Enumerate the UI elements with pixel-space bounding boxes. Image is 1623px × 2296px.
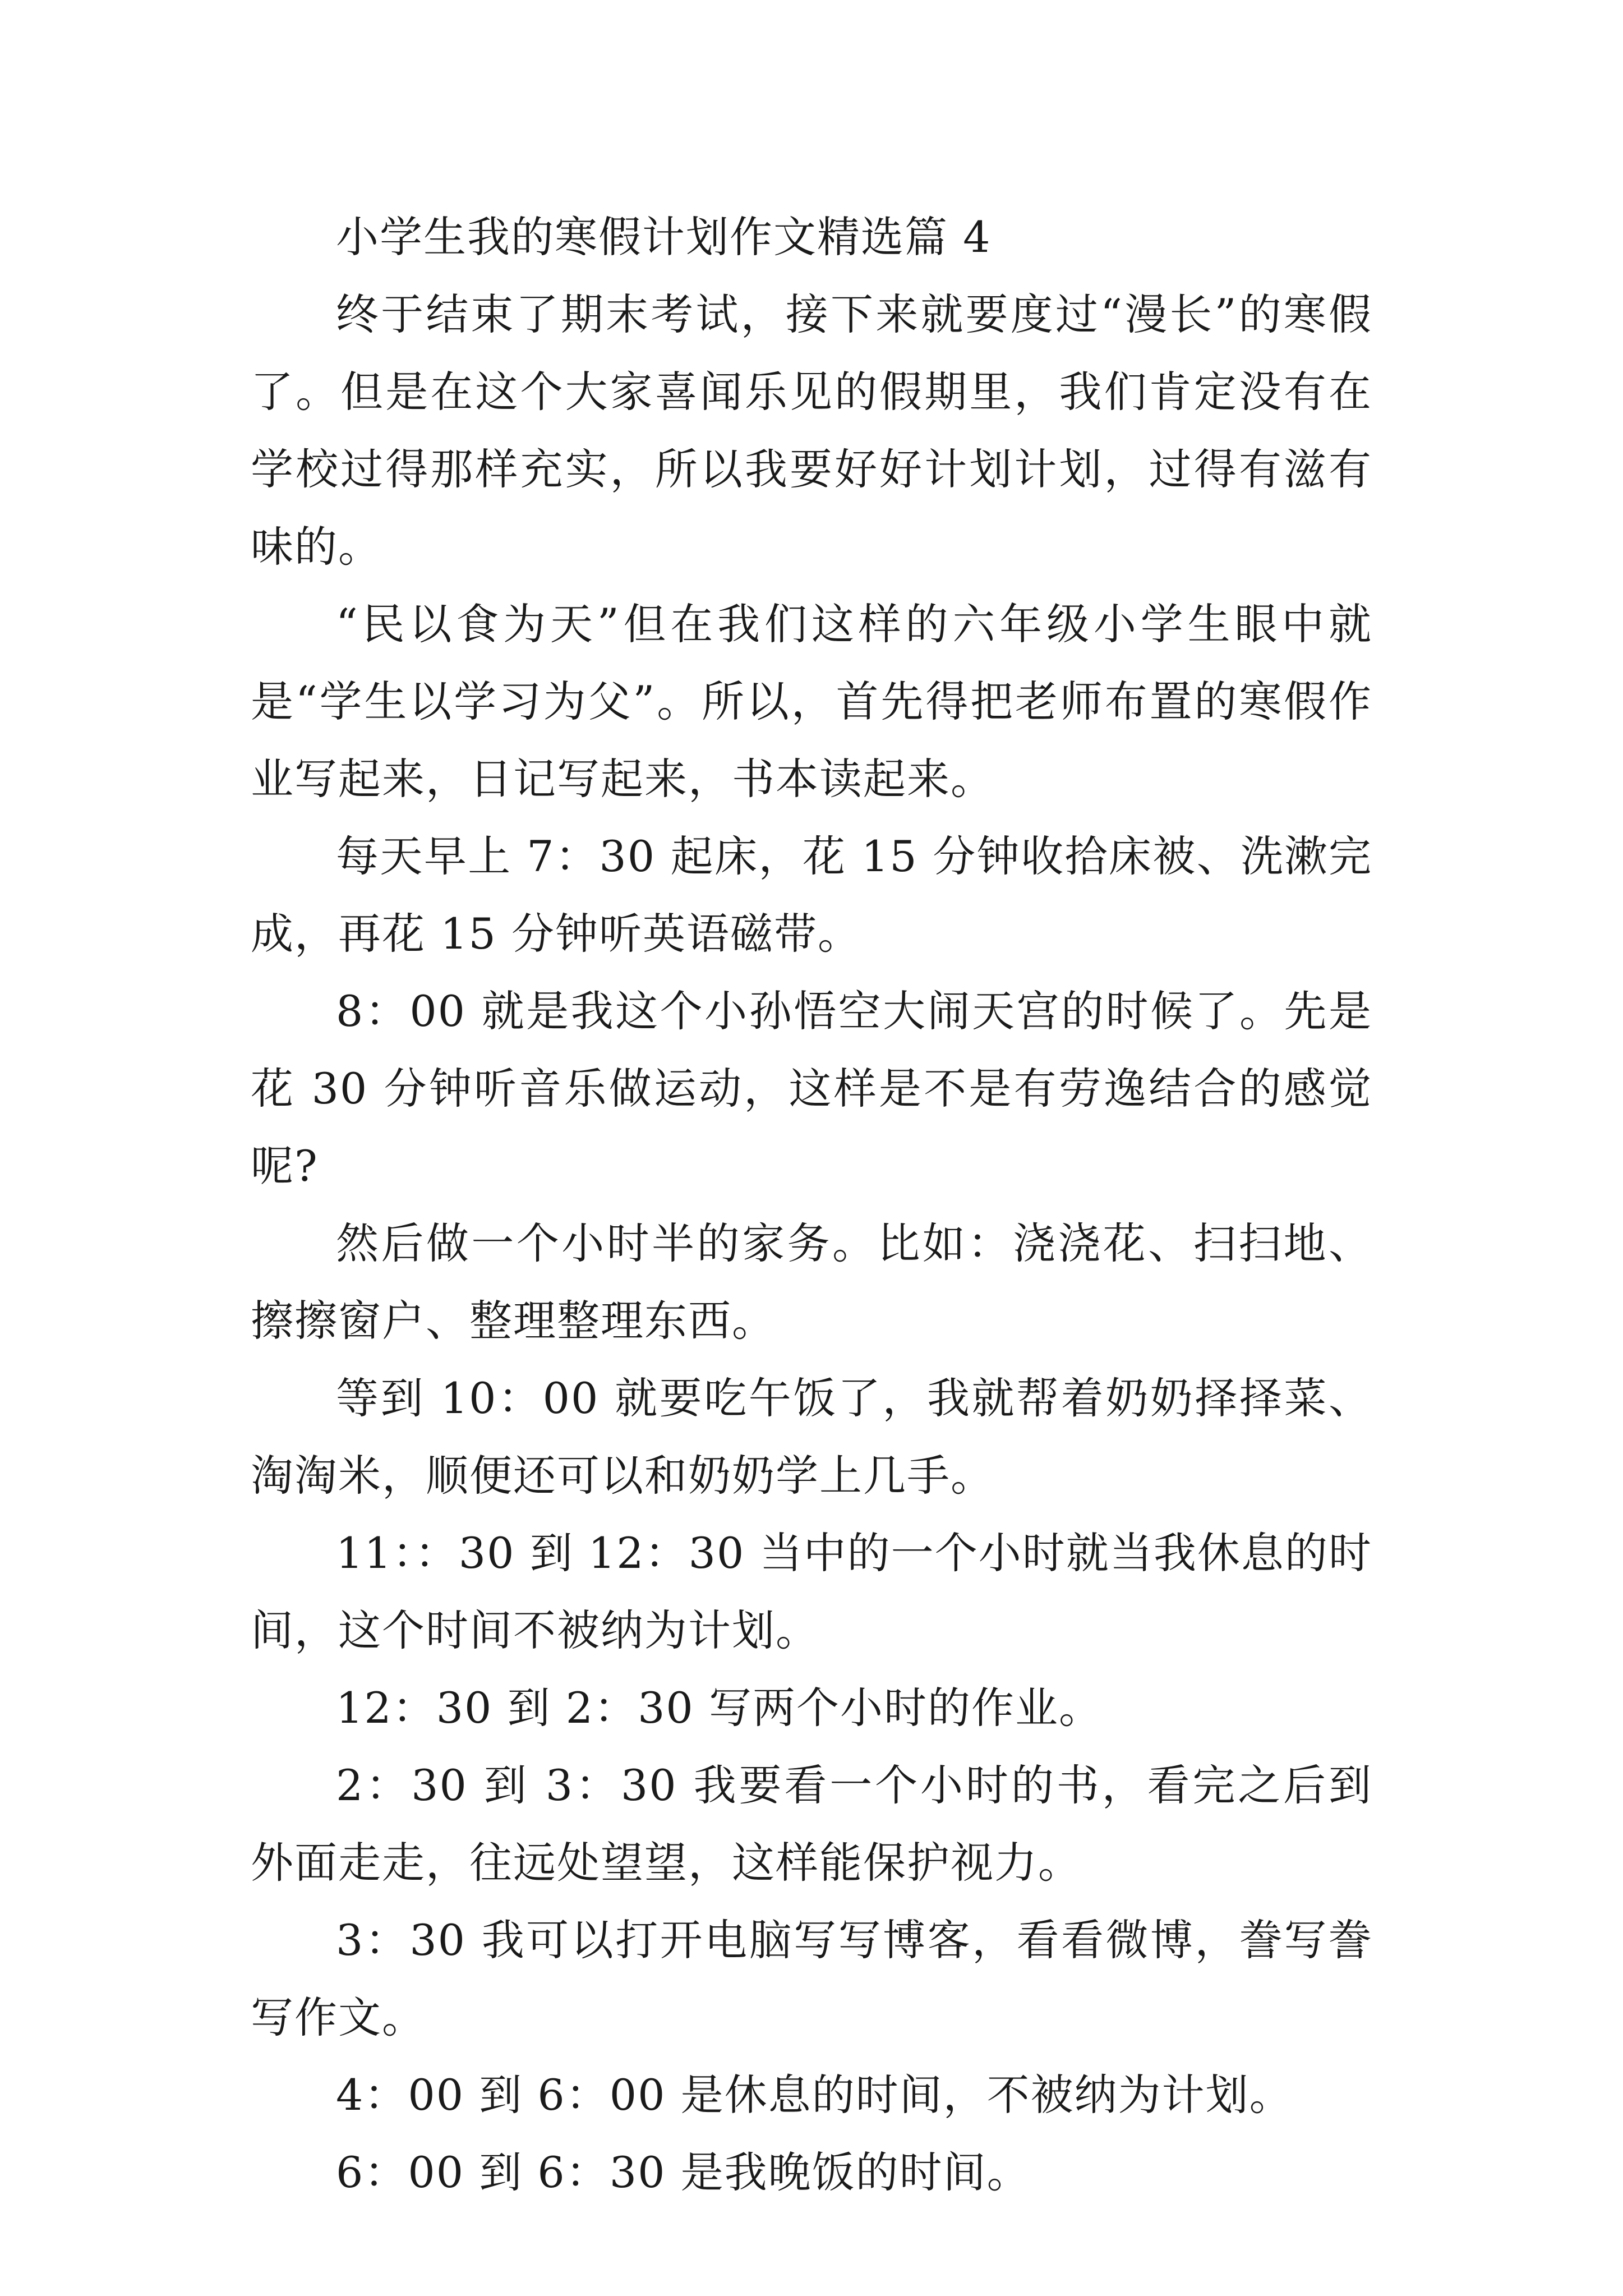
paragraph: 终于结束了期末考试，接下来就要度过“漫长”的寒假了。但是在这个大家喜闻乐见的假期里，我们肯定没有在学校过得那样充实，所以我要好好计划计划，过得有滋有味的。 <box>251 289 1372 572</box>
document-title: 小学生我的寒假计划作文精选篇 4 <box>336 212 992 262</box>
paragraph: 3：30 我可以打开电脑写写博客，看看微博，誊写誊写作文。 <box>251 1915 1372 2042</box>
paragraph: 11：：30 到 12：30 当中的一个小时就当我休息的时间，这个时间不被纳为计划。 <box>251 1528 1372 1655</box>
paragraph: 12：30 到 2：30 写两个小时的作业。 <box>336 1683 1103 1733</box>
paragraph: “民以食为天”但在我们这样的六年级小学生眼中就是“学生以学习为父”。所以，首先得把老师布置的寒假作业写起来，日记写起来，书本读起来。 <box>251 599 1372 804</box>
paragraph: 每天早上 7：30 起床，花 15 分钟收拾床被、洗漱完成，再花 15 分钟听英语磁带。 <box>251 831 1372 959</box>
paragraph: 等到 10：00 就要吃午饭了，我就帮着奶奶择择菜、淘淘米，顺便还可以和奶奶学上几手。 <box>251 1373 1372 1501</box>
paragraph: 8：00 就是我这个小孙悟空大闹天宫的时候了。先是花 30 分钟听音乐做运动，这样是不是有劳逸结合的感觉呢? <box>251 986 1372 1191</box>
document-body <box>251 199 1372 2211</box>
paragraph: 6：00 到 6：30 是我晚饭的时间。 <box>336 2147 1031 2197</box>
paragraph: 然后做一个小时半的家务。比如：浇浇花、扫扫地、擦擦窗户、整理整理东西。 <box>251 1218 1372 1346</box>
paragraph: 4：00 到 6：00 是休息的时间，不被纳为计划。 <box>336 2070 1293 2120</box>
paragraph: 2：30 到 3：30 我要看一个小时的书，看完之后到外面走走，往远处望望，这样能保护视力。 <box>251 1760 1372 1888</box>
